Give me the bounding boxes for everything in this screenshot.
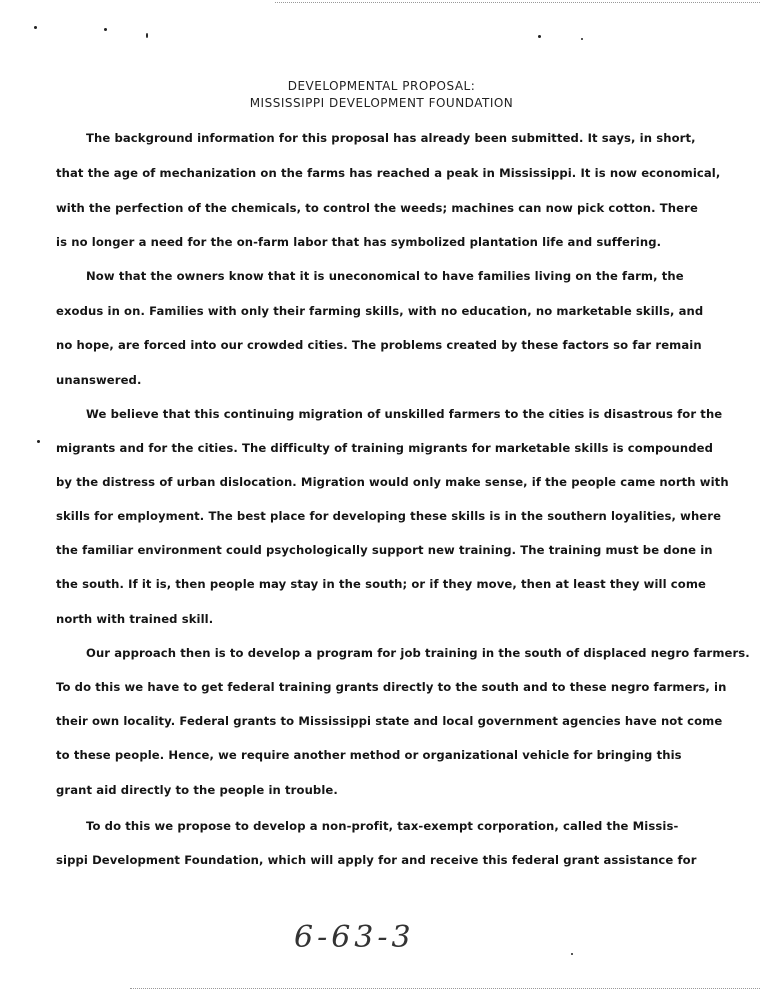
body-line: unanswered. <box>56 373 142 387</box>
top-dotted-edge <box>275 2 760 3</box>
body-line: grant aid directly to the people in trouble. <box>56 783 338 797</box>
body-line: To do this we have to get federal training grants directly to the south and to these negro farmers, in <box>56 680 727 694</box>
bottom-dotted-edge <box>130 988 760 989</box>
document-title-line1: DEVELOPMENTAL PROPOSAL: <box>287 79 476 93</box>
body-line: Now that the owners know that it is uneconomical to have families living on the farm, the <box>86 269 684 283</box>
body-line: sippi Development Foundation, which will apply for and receive this federal grant assistance for <box>56 853 697 867</box>
speck <box>571 953 573 955</box>
handwritten-page-number: 6-63-3 <box>294 920 415 955</box>
body-line: To do this we propose to develop a non-profit, tax-exempt corporation, called the Missis- <box>86 819 679 833</box>
body-line: is no longer a need for the on-farm labor that has symbolized plantation life and suffering. <box>56 235 662 249</box>
body-line: their own locality. Federal grants to Mississippi state and local government agencies have not come <box>56 714 723 728</box>
body-line: by the distress of urban dislocation. Migration would only make sense, if the people came north with <box>56 475 729 489</box>
body-line: skills for employment. The best place for developing these skills is in the southern loyalities, where <box>56 509 722 523</box>
body-line: the familiar environment could psychologically support new training. The training must be done in <box>56 543 713 557</box>
document-title-line2: MISSISSIPPI DEVELOPMENT FOUNDATION <box>249 96 514 110</box>
speck <box>37 440 40 443</box>
body-line: with the perfection of the chemicals, to control the weeds; machines can now pick cotton. There <box>56 201 698 215</box>
body-line: to these people. Hence, we require another method or organizational vehicle for bringing this <box>56 748 682 762</box>
speck <box>34 26 37 29</box>
body-line: We believe that this continuing migration of unskilled farmers to the cities is disastrous for the <box>86 407 723 421</box>
body-line: no hope, are forced into our crowded cities. The problems created by these factors so far remain <box>56 338 702 352</box>
body-line: The background information for this proposal has already been submitted. It says, in short, <box>86 131 696 145</box>
speck <box>581 38 583 40</box>
body-line: exodus in on. Families with only their farming skills, with no education, no marketable skills, and <box>56 304 704 318</box>
speck <box>538 35 541 38</box>
body-line: Our approach then is to develop a program for job training in the south of displaced negro farmers. <box>86 646 750 660</box>
body-line: north with trained skill. <box>56 612 214 626</box>
body-line: the south. If it is, then people may stay in the south; or if they move, then at least they will come <box>56 577 706 591</box>
speck <box>146 33 148 38</box>
body-line: that the age of mechanization on the farms has reached a peak in Mississippi. It is now economical, <box>56 166 721 180</box>
body-line: migrants and for the cities. The difficulty of training migrants for marketable skills is compounded <box>56 441 713 455</box>
speck <box>104 28 107 31</box>
